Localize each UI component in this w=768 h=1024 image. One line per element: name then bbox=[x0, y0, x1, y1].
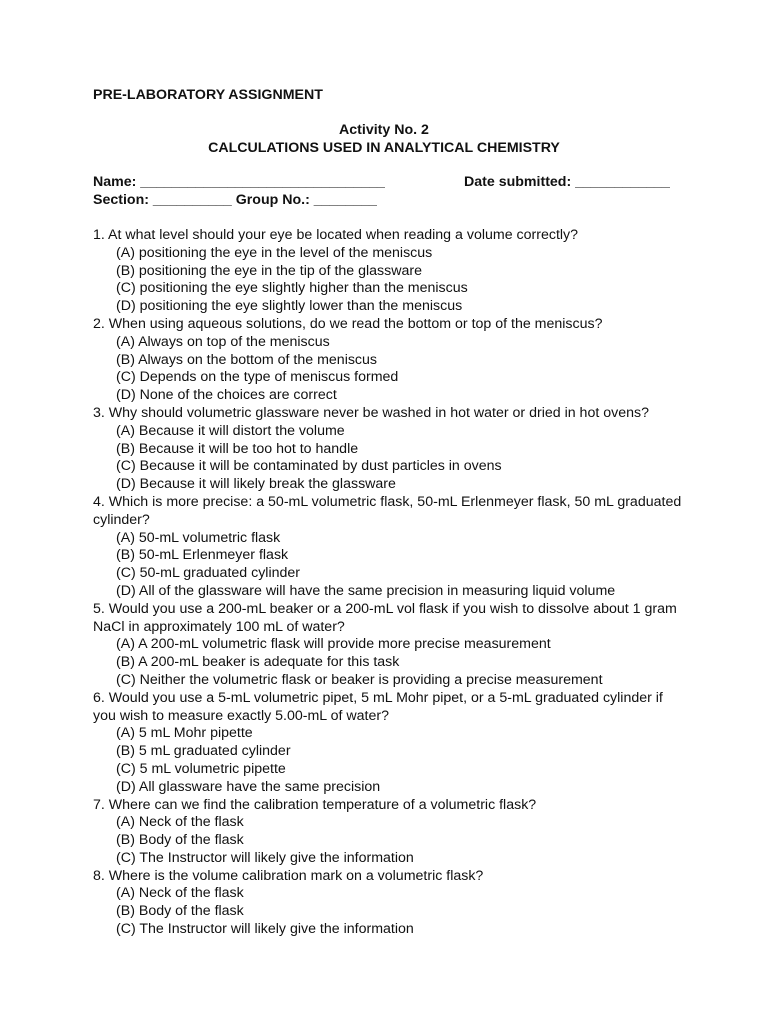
question-stem: 6. Would you use a 5-mL volumetric pipet, 5 mL Mohr pipet, or a 5-mL graduated cylinder if you wish to measure exactly 5.00-mL of water? bbox=[93, 689, 663, 724]
question-stem: 7. Where can we find the calibration temperature of a volumetric flask? bbox=[93, 796, 537, 813]
option: (D) Because it will likely break the glassware bbox=[116, 476, 396, 493]
option: (A) Neck of the flask bbox=[116, 814, 244, 831]
question-stem: 4. Which is more precise: a 50-mL volumetric flask, 50-mL Erlenmeyer flask, 50 mL graduated cylinder? bbox=[93, 493, 682, 528]
question-list bbox=[93, 227, 733, 939]
question-stem: 3. Why should volumetric glassware never be washed in hot water or dried in hot ovens? bbox=[93, 404, 649, 421]
option: (C) The Instructor will likely give the information bbox=[116, 849, 414, 866]
option: (A) Because it will distort the volume bbox=[116, 422, 345, 439]
option-list bbox=[93, 334, 733, 405]
option: (A) 5 mL Mohr pipette bbox=[116, 725, 253, 742]
question-item bbox=[93, 601, 733, 690]
document-title: PRE-LABORATORY ASSIGNMENT bbox=[93, 87, 323, 103]
option-list bbox=[93, 725, 733, 796]
option: (C) Neither the volumetric flask or beaker is providing a precise measurement bbox=[116, 671, 603, 688]
option: (C) The Instructor will likely give the information bbox=[116, 921, 414, 938]
option: (B) 50-mL Erlenmeyer flask bbox=[116, 547, 289, 564]
option: (B) Always on the bottom of the meniscus bbox=[116, 351, 378, 368]
option: (C) 50-mL graduated cylinder bbox=[116, 565, 300, 582]
question-item bbox=[93, 868, 733, 939]
activity-heading bbox=[93, 121, 675, 157]
question-item bbox=[93, 690, 733, 797]
option: (A) Always on top of the meniscus bbox=[116, 333, 330, 350]
student-info bbox=[93, 174, 733, 210]
question-stem: 1. At what level should your eye be located when reading a volume correctly? bbox=[93, 227, 579, 243]
question-stem: 2. When using aqueous solutions, do we read the bottom or top of the meniscus? bbox=[93, 315, 603, 332]
activity-subtitle: CALCULATIONS USED IN ANALYTICAL CHEMISTRY bbox=[208, 140, 560, 156]
option: (B) Body of the flask bbox=[116, 832, 244, 849]
activity-number: Activity No. 2 bbox=[339, 122, 429, 138]
option: (D) All glassware have the same precision bbox=[116, 778, 381, 795]
option-list bbox=[93, 245, 733, 316]
question-item bbox=[93, 227, 733, 316]
option: (C) 5 mL volumetric pipette bbox=[116, 760, 286, 777]
option: (C) Depends on the type of meniscus formed bbox=[116, 369, 399, 386]
option-list bbox=[93, 885, 733, 938]
option: (B) Because it will be too hot to handle bbox=[116, 440, 359, 457]
option: (B) A 200-mL beaker is adequate for this task bbox=[116, 654, 400, 671]
question-item bbox=[93, 316, 733, 405]
option: (A) A 200-mL volumetric flask will provide more precise measurement bbox=[116, 636, 551, 653]
option-list bbox=[93, 636, 733, 689]
option: (D) None of the choices are correct bbox=[116, 387, 337, 404]
section-group-field: Section: __________ Group No.: ________ bbox=[93, 192, 377, 208]
question-item bbox=[93, 405, 733, 494]
question-stem: 5. Would you use a 200-mL beaker or a 200-mL vol flask if you wish to dissolve about 1 gram NaCl in approximately 100 mL of water? bbox=[93, 600, 677, 635]
option: (A) 50-mL volumetric flask bbox=[116, 529, 281, 546]
date-submitted-field: Date submitted: ____________ bbox=[464, 174, 670, 190]
question-item bbox=[93, 797, 733, 868]
option: (B) Body of the flask bbox=[116, 903, 244, 920]
question-stem: 8. Where is the volume calibration mark on a volumetric flask? bbox=[93, 867, 484, 884]
document-page bbox=[93, 86, 733, 939]
option-list bbox=[93, 423, 733, 494]
option: (D) All of the glassware will have the same precision in measuring liquid volume bbox=[116, 582, 616, 599]
question-item bbox=[93, 494, 733, 601]
option-list bbox=[93, 814, 733, 867]
option: (A) positioning the eye in the level of the meniscus bbox=[116, 244, 433, 261]
option: (B) 5 mL graduated cylinder bbox=[116, 743, 291, 760]
option: (B) positioning the eye in the tip of the glassware bbox=[116, 262, 422, 279]
name-field: Name: _______________________________ bbox=[93, 174, 385, 190]
option-list bbox=[93, 530, 733, 601]
option: (C) Because it will be contaminated by dust particles in ovens bbox=[116, 458, 502, 475]
option: (C) positioning the eye slightly higher than the meniscus bbox=[116, 280, 468, 297]
option: (D) positioning the eye slightly lower than the meniscus bbox=[116, 298, 463, 315]
option: (A) Neck of the flask bbox=[116, 885, 244, 902]
